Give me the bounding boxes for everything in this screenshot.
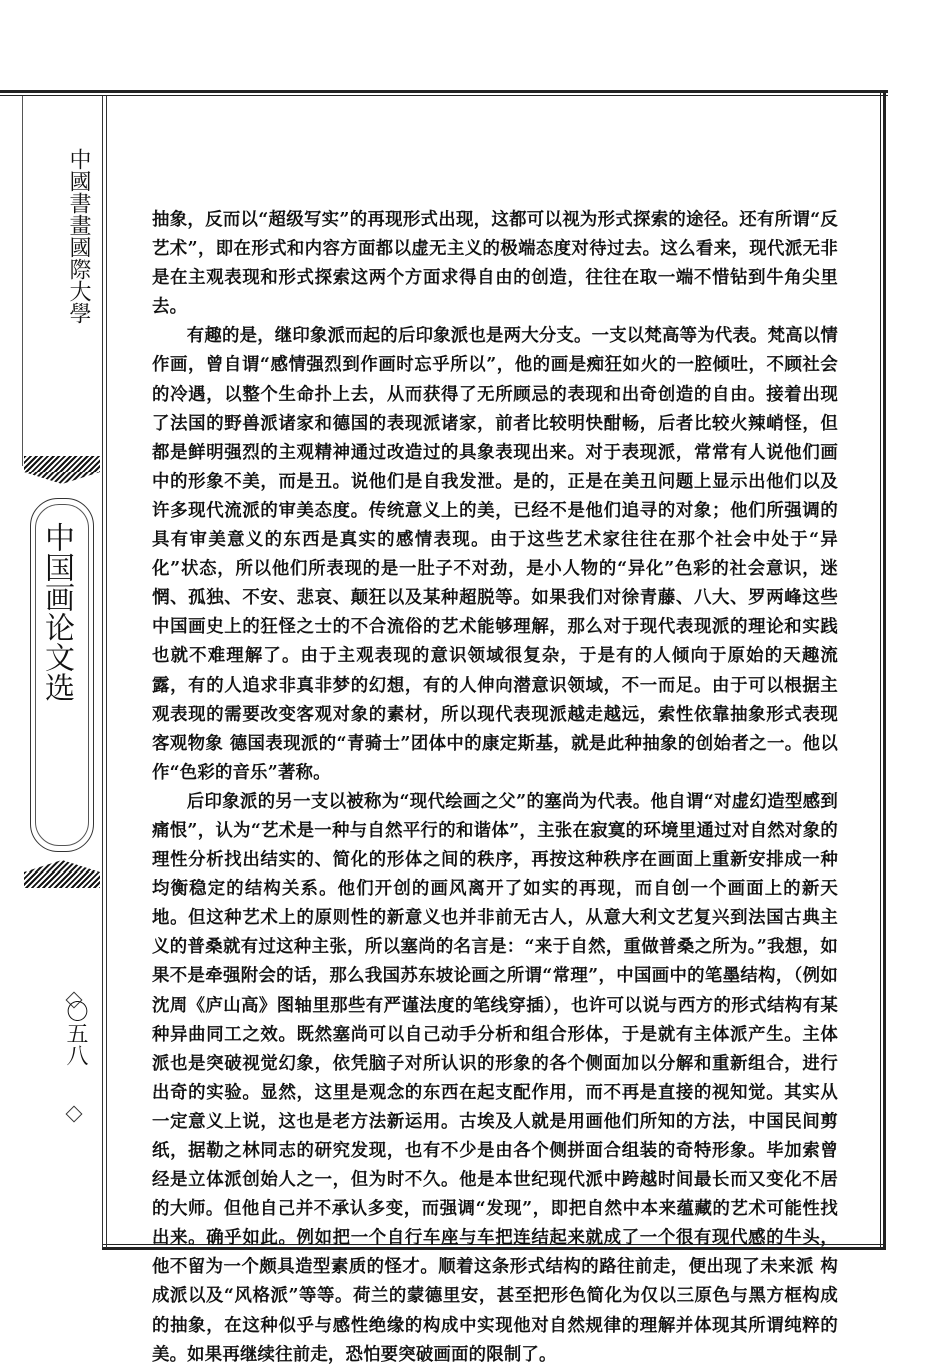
- spine-divider: [102, 96, 107, 1248]
- diamond-ornament-bottom: [66, 1106, 83, 1123]
- hatch-band-bottom: [24, 872, 100, 888]
- university-name: 中國書畫國際大學: [66, 148, 91, 324]
- paragraph: 后印象派的另一支以被称为“现代绘画之父”的塞尚为代表。他自谓“对虚幻造型感到痛恨”，认为“艺术是一种与自然平行的和谐体”，主张在寂寞的环境里通过对自然对象的理性分析找出结实的、简化的形体之间的秩序，再按这种秩序在画面上重新安排成一种均衡稳定的结构关系。他们开创的画风离开了如实的再现，而自创一个画面上的新天地。但这种艺术上的原则性的新意义也并非前无古人，从意大利文艺复兴到法国古典主义的普桑就有过这种主张，所以塞尚的名言是：“来于自然，重做普桑之所为。”我想，如果不是牵强附会的话，那么我国苏东坡论画之所谓“常理”，中国画中的笔墨结构，（例如沈周《庐山高》图轴里那些有严谨法度的笔线穿插），也许可以说与西方的形式结构有某种异曲同工之效。既然塞尚可以自己动手分析和组合形体，于是就有主体派产生。主体派也是突破视觉幻象，依凭脑子对所认识的形象的各个侧面加以分解和重新组合，进行出奇的实验。显然，这里是观念的东西在起支配作用，而不再是直接的视知觉。其实从一定意义上说，这也是老方法新运用。古埃及人就是用画他们所知的方法，中国民间剪纸，据勒之林同志的研究发现，也有不少是由各个侧拼面合组装的奇特形象。毕加索曾经是立体派创始人之一，但为时不久。他是本世纪现代派中跨越时间最长而又变化不居的大师。但他自己并不承认多变，而强调“发现”，即把自然中本来蕴藏的艺术可能性找出来。确乎如此。例如把一个自行车座与车把连结起来就成了一个很有现代感的牛头，他不留为一个颇具造型素质的怪才。顺着这条形式结构的路往前走，便出现了未来派 构成派以及“风格派”等等。荷兰的蒙德里安，甚至把形色简化为仅以三原色与黑方框构成的抽象，在这种似乎与感性绝缘的构成中实现他对自然规律的理解并体现其所谓纯粹的美。如果再继续往前走，恐怕要突破画面的限制了。: [152, 791, 838, 1365]
- hatch-ornament-bottom: [24, 860, 100, 872]
- hatch-ornament-top: [24, 472, 100, 484]
- body-text: [152, 206, 838, 1370]
- paragraph: 有趣的是，继印象派而起的后印象派也是两大分支。一支以梵高等为代表。梵高以情作画，曾自谓“感情强烈到作画时忘乎所以”，他的画是痴狂如火的一腔倾吐，不顾社会的冷遇，以整个生命扑上去，从而获得了无所顾忌的表现和出奇创造的自由。接着出现了法国的野兽派诸家和德国的表现派诸家，前者比较明快酣畅，后者比较火辣峭怪，但都是鲜明强烈的主观精神通过改造过的具象表现出来。对于表现派，常常有人说他们画中的形象不美，而是丑。说他们是自我发泄。是的，正是在美丑问题上显示出他们以及许多现代流派的审美态度。传统意义上的美，已经不是他们追寻的对象；他们所强调的具有审美意义的东西是真实的感情表现。由于这些艺术家往往在那个社会中处于“异化”状态，所以他们所表现的是一肚子不对劲，是小人物的“异化”色彩的社会意识，迷惘、孤独、不安、悲哀、颠狂以及某种超脱等。如果我们对徐青藤、八大、罗两峰这些中国画史上的狂怪之士的不合流俗的艺术能够理解，那么对于现代表现派的理论和实践也就不难理解了。由于主观表现的意识领域很复杂，于是有的人倾向于原始的天趣流露，有的人追求非真非梦的幻想，有的人伸向潜意识领域，不一而足。由于可以根据主观表现的需要改变客观对象的素材，所以现代表现派越走越远，索性依靠抽象形式表现客观物象 德国表现派的“青骑士”团体中的康定斯基，就是此种抽象的创始者之一。他以作“色彩的音乐”著称。: [152, 326, 838, 783]
- page-number: 〇五八: [63, 1000, 88, 1066]
- hatch-band-top: [24, 456, 100, 472]
- page-frame-top: [0, 90, 888, 96]
- book-title: 中国画论文选: [39, 522, 74, 702]
- page-frame-right: [880, 90, 886, 1248]
- paragraph: 抽象，反而以“超级写实”的再现形式出现，这都可以视为形式探索的途径。还有所谓“反艺术”，即在形式和内容方面都以虚无主义的极端态度对待过去。这么看来，现代派无非是在主观表现和形式探索这两个方面求得自由的创造，往往在取一端不惜钻到牛角尖里去。: [152, 210, 838, 318]
- spine-inner-line: [22, 96, 23, 466]
